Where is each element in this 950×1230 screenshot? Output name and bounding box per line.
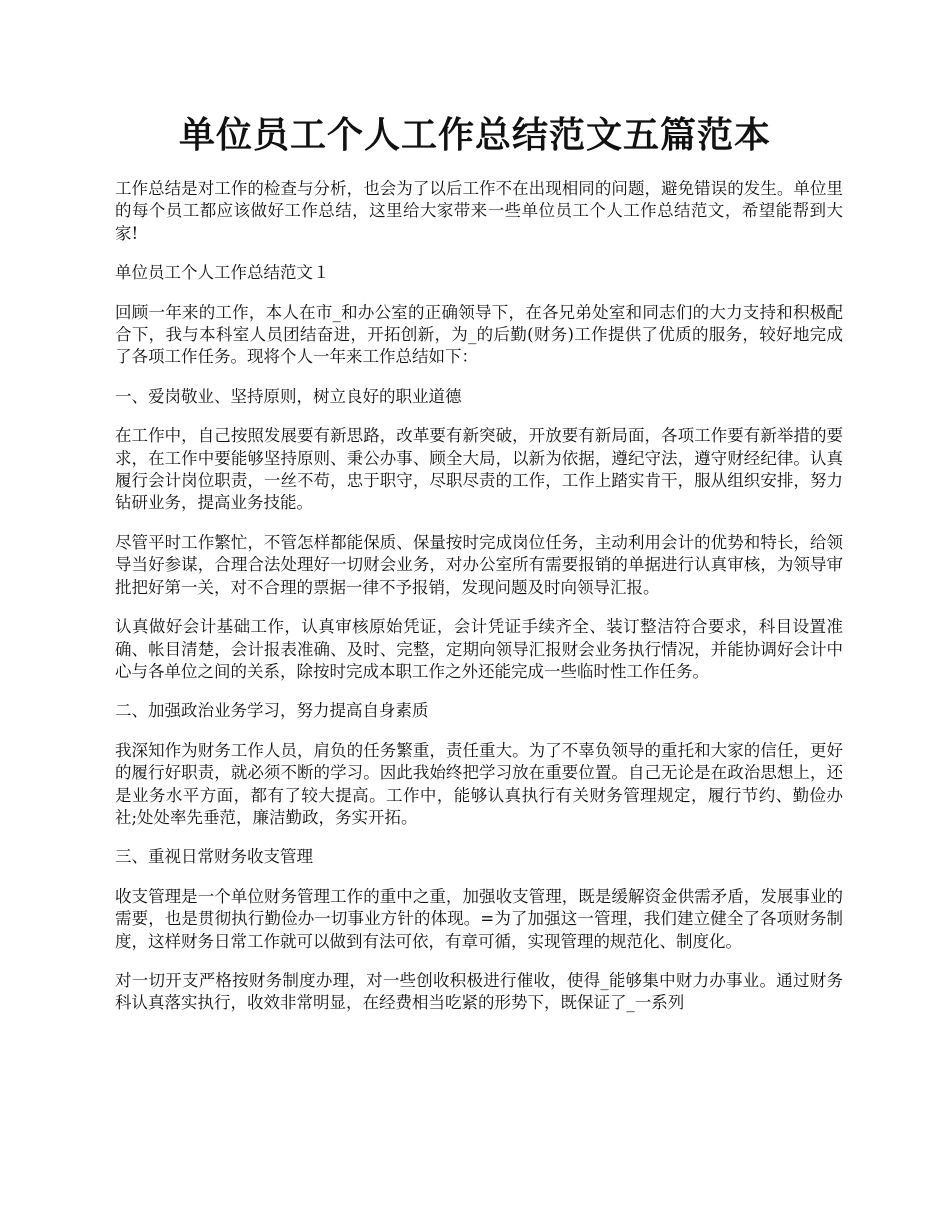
section-heading: 一、爱岗敬业、坚持原则，树立良好的职业道德: [115, 386, 462, 406]
body-paragraph: 在工作中，自己按照发展要有新思路，改革要有新突破，开放要有新局面，各项工作要有新举措的要求，在工作中要能够坚持原则、秉公办事、顾全大局，以新为依据，遵纪守法，遵守财经纪律。认真履行会计岗位职责，一丝不苟，忠于职守，尽职尽责的工作，工作上踏实肯干，服从组织安排，努力钻研业务，提高业务技能。: [115, 426, 843, 513]
section-heading: 三、重视日常财务收支管理: [115, 847, 313, 867]
body-paragraph: 尽管平时工作繁忙，不管怎样都能保质、保量按时完成岗位任务，主动利用会计的优势和特长，给领导当好参谋，合理合法处理好一切财会业务，对办公室所有需要报销的单据进行认真审核，为领导审批把好第一关，对不合理的票据一律不予报销，发现问题及时向领导汇报。: [115, 532, 843, 597]
body-paragraph: 收支管理是一个单位财务管理工作的重中之重，加强收支管理，既是缓解资金供需矛盾，发展事业的需要，也是贯彻执行勤俭办一切事业方针的体现。=为了加强这一管理，我们建立健全了各项财务制度，这样财务日常工作就可以做到有法可依，有章可循，实现管理的规范化、制度化。: [115, 886, 843, 951]
document-title: 单位员工个人工作总结范文五篇范本: [178, 114, 771, 156]
body-paragraph: 回顾一年来的工作，本人在市_和办公室的正确领导下，在各兄弟处室和同志们的大力支持和积极配合下，我与本科室人员团结奋进，开拓创新，为_的后勤(财务)工作提供了优质的服务，较好地完成了各项工作任务。现将个人一年来工作总结如下：: [115, 302, 843, 367]
body-paragraph: 对一切开支严格按财务制度办理，对一些创收积极进行催收，使得_能够集中财力办事业。通过财务科认真落实执行，收效非常明显，在经费相当吃紧的形势下，既保证了_一系列: [115, 970, 843, 1013]
intro-paragraph: 工作总结是对工作的检查与分析，也会为了以后工作不在出现相同的问题，避免错误的发生。单位里的每个员工都应该做好工作总结，这里给大家带来一些单位员工个人工作总结范文，希望能帮到大家!: [115, 179, 843, 243]
section-heading: 二、加强政治业务学习，努力提高自身素质: [115, 701, 429, 721]
body-paragraph: 我深知作为财务工作人员，肩负的任务繁重，责任重大。为了不辜负领导的重托和大家的信任，更好的履行好职责，就必须不断的学习。因此我始终把学习放在重要位置。自己无论是在政治思想上，还是业务水平方面，都有了较大提高。工作中，能够认真执行有关财务管理规定，履行节约、勤俭办社;处处率先垂范，廉洁勤政，务实开拓。: [115, 740, 843, 827]
document-body: [115, 178, 843, 1032]
body-paragraph: 认真做好会计基础工作，认真审核原始凭证，会计凭证手续齐全、装订整洁符合要求，科目设置准确、帐目清楚，会计报表准确、及时、完整，定期向领导汇报财会业务执行情况，并能协调好会计中心与各单位之间的关系，除按时完成本职工作之外还能完成一些临时性工作任务。: [115, 617, 843, 681]
section-heading: 单位员工个人工作总结范文１: [115, 263, 330, 283]
